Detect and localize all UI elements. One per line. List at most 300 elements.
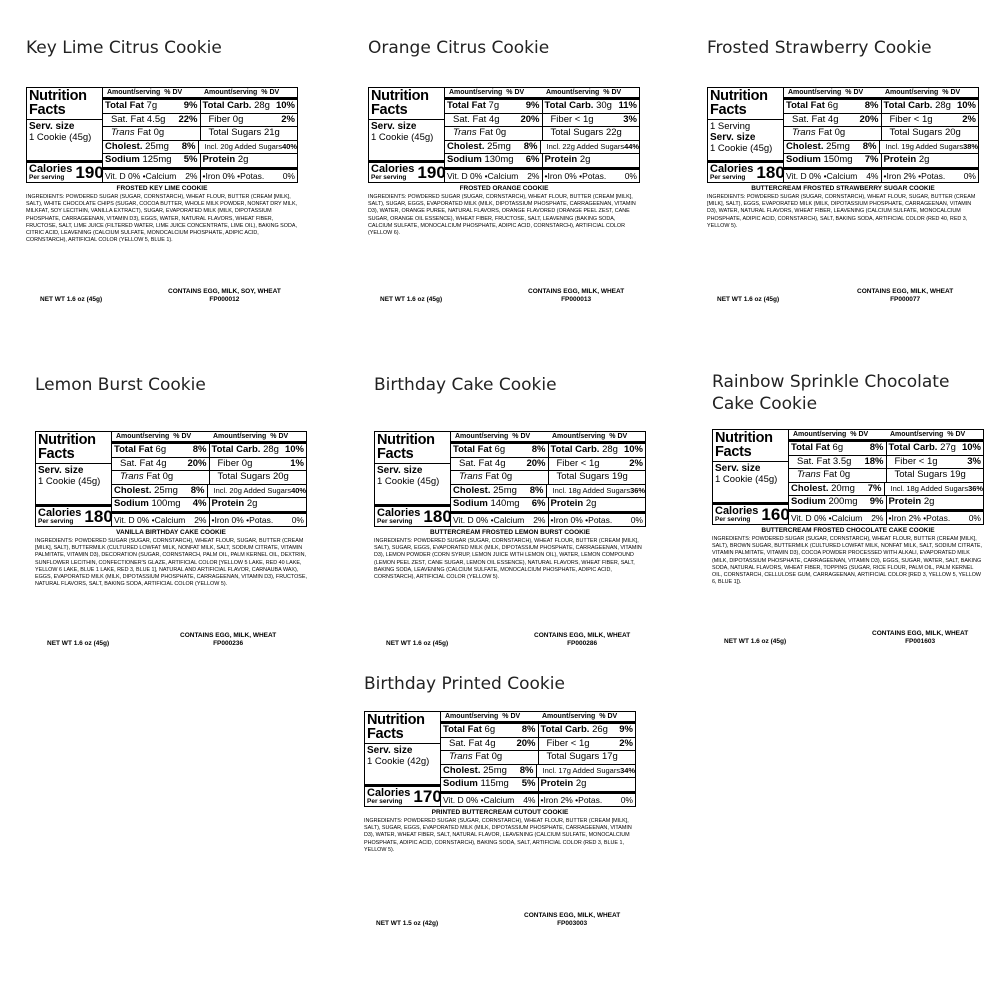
serving-size — [715, 463, 786, 485]
calcium-value: 4% — [866, 170, 879, 181]
product-name: BUTTERCREAM FROSTED LEMON BURST COOKIE — [430, 529, 590, 536]
protein-value: 2g — [575, 778, 587, 789]
amount-serving-label: Amount/serving — [107, 89, 161, 96]
iron-label: Iron — [891, 512, 907, 523]
total-fat-dv: 8% — [192, 444, 207, 455]
protein-label: Protein — [883, 154, 917, 165]
calories-value: 190 — [75, 163, 104, 182]
cholest-value: 25mg — [154, 484, 178, 496]
serving-size-label: Serv. size — [377, 465, 423, 476]
added-sugars-value: 18g — [568, 485, 581, 495]
potas-value: 0% — [963, 170, 976, 181]
product-code: FP000286 — [567, 640, 598, 647]
calories-value: 160 — [761, 505, 790, 524]
total-fat-label: Total Fat — [105, 100, 144, 111]
protein-label: Protein — [544, 154, 578, 165]
net-weight: NET WT 1.6 oz (45g) — [717, 296, 780, 303]
fiber-value: < 1g — [574, 113, 594, 125]
fiber-dv: 2% — [962, 113, 976, 125]
calories-label: Calories — [710, 163, 754, 175]
sodium-value: 150mg — [823, 154, 853, 165]
added-sugars-label: Added Sugars — [576, 141, 625, 151]
pct-dv-label: % DV — [603, 89, 622, 96]
potas-value: 0% — [968, 512, 981, 523]
total-sugars-value: 19g — [611, 471, 628, 482]
total-sugars-value: 20g — [944, 127, 961, 138]
iron-value: 2% — [903, 170, 916, 181]
iron-label: Iron — [886, 170, 902, 181]
serving-size — [377, 465, 448, 487]
total-fat-value: 6g — [494, 444, 506, 455]
total-carb-value: 28g — [602, 444, 618, 455]
calories-label: Calories — [38, 507, 82, 519]
contains-text: CONTAINS EGG, MILK, SOY, WHEAT — [168, 288, 281, 295]
protein-value: 2g — [585, 498, 597, 509]
product-code: FP000077 — [890, 296, 921, 303]
trans-fat-value: 0g — [839, 469, 851, 480]
per-serving-label: Per serving — [371, 174, 407, 181]
amount-header — [445, 88, 639, 100]
product-title: Rainbow Sprinkle Chocolate Cake Cookie — [712, 372, 950, 414]
total-carb-label: Total Carb. — [540, 724, 590, 735]
product-code: FP000236 — [213, 640, 244, 647]
sodium-label: Sodium — [453, 498, 488, 509]
total-fat-value: 6g — [484, 724, 496, 735]
total-fat-dv: 8% — [521, 724, 536, 735]
serving-size-label: Serv. size — [371, 121, 417, 132]
total-fat-label: Total Fat — [443, 724, 482, 735]
added-sugars-value: 20g — [220, 141, 233, 151]
added-sugars-label: Added Sugars — [920, 483, 969, 493]
serving-size — [367, 745, 438, 767]
added-sugars-value: 18g — [906, 483, 919, 493]
added-sugars-dv: 38% — [963, 141, 978, 151]
potas-value: 0% — [282, 170, 295, 181]
cholest-label: Cholest. — [791, 482, 829, 494]
product-title: Frosted Strawberry Cookie — [707, 38, 932, 58]
incl-label: Incl. — [213, 485, 228, 495]
net-weight: NET WT 1.6 oz (45g) — [386, 640, 449, 647]
cholest-dv: 8% — [529, 484, 544, 496]
vit-d-label: Vit. D — [791, 512, 812, 523]
total-sugars-value: 17g — [601, 751, 618, 762]
cholest-dv: 7% — [867, 482, 882, 494]
potas-label: Potas. — [578, 794, 603, 805]
amount-header — [784, 88, 978, 100]
trans-fat-suffix: Fat — [485, 471, 499, 482]
sodium-label: Sodium — [786, 154, 821, 165]
trans-fat-value: 0g — [491, 751, 503, 762]
sat-fat-value: 4.5g — [146, 113, 166, 125]
sodium-label: Sodium — [114, 498, 149, 509]
sat-fat-label: Sat. Fat — [792, 113, 826, 125]
calcium-label: Calcium — [145, 170, 177, 181]
iron-value: 0% — [231, 514, 244, 525]
total-carb-dv: 10% — [623, 444, 643, 455]
fiber-value: 0g — [232, 113, 244, 125]
trans-fat-label: Trans — [459, 471, 483, 482]
fiber-label: Fiber — [556, 457, 579, 469]
total-fat-label: Total Fat — [453, 444, 492, 455]
serving-size-value: 1 Cookie (42g) — [367, 756, 430, 767]
amount-header — [112, 432, 306, 444]
sat-fat-value: 3.5g — [832, 455, 852, 467]
vit-d-value: 0% — [814, 512, 827, 523]
calories-value: 170 — [413, 787, 442, 806]
trans-fat-value: 0g — [495, 127, 507, 138]
product-card — [707, 37, 997, 327]
incl-label: Incl. — [885, 141, 900, 151]
calories-row — [36, 504, 111, 525]
servings-per-container: 1 Serving — [710, 121, 751, 132]
total-carb-dv: 10% — [961, 442, 981, 453]
heading-line-2: Facts — [377, 446, 414, 462]
amount-serving-label: Amount/serving — [788, 89, 842, 96]
total-carb-label: Total Carb. — [202, 100, 252, 111]
protein-value: 2g — [246, 498, 258, 509]
nutrition-facts-panel: Nutrition Facts 1 Serving Serv. size 1 Cookie (45g) Calories Per serving 180 Amount/serving % DV Amount/serving % DV Total Fat 6g 8% Total Carb. 28g 10% Sat. Fat 4g 20% Fiber < 1g 2% Trans Fat 0g Total Sugars 20g Cholest. 25mg 8% Incl. 19g Added Sugars 38% Sodium 150mg 7% Protein 2g Vit. D 0% •Calcium 4% •Iron 2% •Potas. 0% — [707, 87, 979, 183]
added-sugars-value: 19g — [901, 141, 914, 151]
calories-row — [713, 502, 788, 523]
cholest-label: Cholest. — [447, 140, 485, 152]
total-carb-dv: 11% — [618, 100, 637, 111]
calcium-value: 2% — [185, 170, 198, 181]
amount-serving-label: Amount/serving — [213, 433, 267, 440]
trans-fat-suffix: Fat — [137, 127, 151, 138]
pct-dv-label: % DV — [506, 89, 525, 96]
amount-header — [441, 712, 635, 724]
total-carb-label: Total Carb. — [883, 100, 933, 111]
protein-value: 2g — [237, 154, 249, 165]
serving-size — [710, 132, 781, 154]
iron-label: Iron — [214, 514, 230, 525]
total-fat-value: 6g — [155, 444, 167, 455]
fiber-value: < 1g — [913, 113, 933, 125]
sodium-dv: 5% — [521, 778, 536, 789]
trans-fat-suffix: Fat — [146, 471, 160, 482]
calories-row — [708, 160, 783, 181]
total-carb-value: 27g — [940, 442, 956, 453]
total-carb-label: Total Carb. — [544, 100, 594, 111]
calories-row — [365, 784, 440, 805]
fiber-label: Fiber — [550, 113, 573, 125]
incl-label: Incl. — [546, 141, 561, 151]
added-sugars-dv: 40% — [282, 141, 297, 151]
protein-value: 2g — [918, 154, 930, 165]
total-fat-dv: 9% — [183, 100, 198, 111]
potas-value: 0% — [291, 514, 304, 525]
sat-fat-dv: 20% — [520, 113, 540, 125]
total-sugars-value: 22g — [605, 127, 622, 138]
vit-d-label: Vit. D — [453, 514, 474, 525]
per-serving-label: Per serving — [29, 174, 65, 181]
serving-size-value: 1 Cookie (45g) — [377, 476, 440, 487]
iron-value: 2% — [560, 794, 573, 805]
trans-fat-label: Trans — [120, 471, 144, 482]
calories-label: Calories — [367, 787, 411, 799]
serving-size-label: Serv. size — [29, 121, 75, 132]
cholest-value: 25mg — [493, 484, 517, 496]
trans-fat-suffix: Fat — [479, 127, 493, 138]
iron-value: 2% — [908, 512, 921, 523]
calcium-label: Calcium — [487, 170, 519, 181]
iron-value: 0% — [564, 170, 577, 181]
iron-label: Iron — [205, 170, 221, 181]
amount-serving-label: Amount/serving — [449, 89, 503, 96]
total-fat-label: Total Fat — [447, 100, 486, 111]
pct-dv-label: % DV — [270, 433, 289, 440]
product-name: VANILLA BIRTHDAY CAKE COOKIE — [116, 529, 226, 536]
fiber-dv: 3% — [967, 455, 981, 467]
total-sugars-value: 21g — [263, 127, 280, 138]
fiber-label: Fiber — [217, 457, 240, 469]
trans-fat-value: 0g — [834, 127, 846, 138]
ingredients-text: INGREDIENTS: POWDERED SUGAR (SUGAR, CORNSTARCH), WHEAT FLOUR, BUTTER (CREAM [MILK], SALT), SUGAR, EGGS, EVAPORATED MILK (MILK, DIPOTASSIUM PHOSPHATE, CARRAGEENAN, VITAMIN D3), LEMON POWDER (CORN SYRUP, LEMON JUICE WITH LEMON OIL), WATER, LEMON COMPOUND (LEMON PEEL ZEST, CANE SUGAR, LEMON OIL ESSENCE), NATURAL FLAVORS, WHEAT FIBER, SALT, BAKING SODA, LEAVENING (CALCIUM SULFATE, MONOCALCIUM PHOSPHATE, ADIPIC ACID, CORNSTARCH), ARTIFICIAL COLOR (YELLOW 5). — [374, 538, 642, 581]
cholest-label: Cholest. — [443, 764, 481, 776]
nutrition-facts-panel: Nutrition Facts Serv. size 1 Cookie (45g) Calories Per serving 180 Amount/serving % DV Amount/serving % DV Total Fat 6g 8% Total Carb. 28g 10% Sat. Fat 4g 20% Fiber < 1g 2% Trans Fat 0g Total Sugars 19g Cholest. 25mg 8% Incl. 18g Added Sugars 36% Sodium 140mg 6% Protein 2g Vit. D 0% •Calcium 2% •Iron 0% •Potas. 0% — [374, 431, 646, 527]
total-fat-label: Total Fat — [114, 444, 153, 455]
iron-value: 0% — [222, 170, 235, 181]
calories-value: 190 — [417, 163, 446, 182]
product-code: FP001603 — [905, 638, 936, 645]
added-sugars-dv: 36% — [630, 485, 645, 495]
protein-value: 2g — [923, 496, 935, 507]
total-fat-value: 7g — [488, 100, 500, 111]
protein-label: Protein — [888, 496, 922, 507]
product-name: FROSTED KEY LIME COOKIE — [116, 185, 208, 192]
potas-label: Potas. — [588, 514, 613, 525]
trans-fat-value: 0g — [162, 471, 174, 482]
iron-label: Iron — [553, 514, 569, 525]
pct-dv-label: % DV — [947, 431, 966, 438]
calories-value: 180 — [423, 507, 452, 526]
pct-dv-label: % DV — [502, 713, 521, 720]
serving-size-value: 1 Cookie (45g) — [715, 474, 778, 485]
sodium-dv: 9% — [869, 496, 884, 507]
added-sugars-dv: 34% — [620, 765, 635, 775]
serving-size — [371, 121, 442, 143]
sat-fat-label: Sat. Fat — [120, 457, 154, 469]
contains-text: CONTAINS EGG, MILK, WHEAT — [524, 912, 621, 919]
fiber-value: < 1g — [570, 737, 590, 749]
product-card — [364, 673, 654, 963]
allergen-statement — [180, 632, 276, 648]
allergen-statement — [872, 630, 968, 646]
total-carb-value: 28g — [935, 100, 951, 111]
calcium-label: Calcium — [154, 514, 186, 525]
calories-row — [369, 160, 444, 181]
per-serving-label: Per serving — [367, 798, 403, 805]
added-sugars-value: 20g — [229, 485, 242, 495]
nutrition-facts-heading — [377, 433, 448, 461]
total-fat-dv: 8% — [869, 442, 884, 453]
product-code: FP000013 — [561, 296, 592, 303]
nutrition-facts-panel: Nutrition Facts Serv. size 1 Cookie (45g) Calories Per serving 160 Amount/serving % DV Amount/serving % DV Total Fat 6g 8% Total Carb. 27g 10% Sat. Fat 3.5g 18% Fiber < 1g 3% Trans Fat 0g Total Sugars 19g Cholest. 20mg 7% Incl. 18g Added Sugars 36% Sodium 200mg 9% Protein 2g Vit. D 0% •Calcium 2% •Iron 2% •Potas. 0% — [712, 429, 984, 525]
calories-label: Calories — [715, 505, 759, 517]
cholest-dv: 8% — [181, 140, 196, 152]
nutrition-facts-panel: Nutrition Facts Serv. size 1 Cookie (45g) Calories Per serving 190 Amount/serving % DV Amount/serving % DV Total Fat 7g 9% Total Carb. 30g 11% Sat. Fat 4g 20% Fiber < 1g 3% Trans Fat 0g Total Sugars 22g Cholest. 25mg 8% Incl. 22g Added Sugars 44% Sodium 130mg 6% Protein 2g Vit. D 0% •Calcium 2% •Iron 0% •Potas. 0% — [368, 87, 640, 183]
amount-serving-label: Amount/serving — [116, 433, 170, 440]
potas-label: Potas. — [249, 514, 274, 525]
heading-line-1: Nutrition — [377, 432, 435, 448]
total-carb-dv: 9% — [619, 724, 633, 735]
calories-row — [375, 504, 450, 525]
nutrition-facts-heading — [371, 89, 442, 117]
contains-text: CONTAINS EGG, MILK, WHEAT — [857, 288, 954, 295]
calories-label: Calories — [29, 163, 73, 175]
added-sugars-value: 17g — [558, 765, 571, 775]
product-name: BUTTERCREAM FROSTED STRAWBERRY SUGAR COOKIE — [751, 185, 935, 192]
fiber-dv: 3% — [623, 113, 637, 125]
product-code: FP003003 — [557, 920, 588, 927]
total-fat-label: Total Fat — [786, 100, 825, 111]
sat-fat-value: 4g — [155, 457, 167, 469]
total-carb-dv: 10% — [284, 444, 304, 455]
pct-dv-label: % DV — [850, 431, 869, 438]
total-carb-value: 28g — [263, 444, 279, 455]
sodium-label: Sodium — [791, 496, 826, 507]
product-card — [26, 37, 316, 327]
sat-fat-dv: 20% — [526, 457, 546, 469]
sat-fat-label: Sat. Fat — [459, 457, 493, 469]
serving-size — [38, 465, 109, 487]
amount-serving-label: Amount/serving — [445, 713, 499, 720]
total-fat-value: 7g — [146, 100, 158, 111]
sodium-label: Sodium — [105, 154, 140, 165]
cholest-dv: 8% — [190, 484, 205, 496]
per-serving-label: Per serving — [710, 174, 746, 181]
pct-dv-label: % DV — [942, 89, 961, 96]
trans-fat-label: Trans — [453, 127, 477, 138]
cholest-value: 20mg — [831, 482, 855, 494]
cholest-label: Cholest. — [114, 484, 152, 496]
protein-label: Protein — [211, 498, 245, 509]
sodium-label: Sodium — [447, 154, 482, 165]
sodium-dv: 4% — [192, 498, 207, 509]
calcium-value: 2% — [527, 170, 540, 181]
added-sugars-label: Added Sugars — [234, 141, 283, 151]
product-card — [35, 374, 325, 664]
potas-label: Potas. — [582, 170, 607, 181]
net-weight: NET WT 1.6 oz (45g) — [40, 296, 103, 303]
cholest-value: 25mg — [487, 140, 511, 152]
protein-label: Protein — [202, 154, 236, 165]
heading-line-2: Facts — [38, 446, 75, 462]
nutrition-facts-heading — [38, 433, 109, 461]
per-serving-label: Per serving — [715, 516, 751, 523]
trans-fat-label: Trans — [111, 127, 135, 138]
pct-dv-label: % DV — [261, 89, 280, 96]
total-carb-label: Total Carb. — [211, 444, 261, 455]
sodium-value: 130mg — [484, 154, 514, 165]
per-serving-label: Per serving — [38, 518, 74, 525]
total-fat-dv: 8% — [531, 444, 546, 455]
amount-serving-label: Amount/serving — [546, 89, 600, 96]
fiber-label: Fiber — [208, 113, 231, 125]
total-fat-label: Total Fat — [791, 442, 830, 453]
sat-fat-dv: 20% — [859, 113, 879, 125]
total-carb-dv: 10% — [275, 100, 295, 111]
per-serving-label: Per serving — [377, 518, 413, 525]
total-sugars-value: 20g — [272, 471, 289, 482]
added-sugars-label: Added Sugars — [582, 485, 631, 495]
calcium-value: 2% — [533, 514, 546, 525]
total-sugars-label: Total Sugars — [208, 127, 262, 138]
total-carb-dv: 10% — [956, 100, 976, 111]
product-card — [712, 371, 1000, 661]
sodium-dv: 5% — [183, 154, 198, 165]
sat-fat-label: Sat. Fat — [453, 113, 487, 125]
cholest-label: Cholest. — [105, 140, 143, 152]
sodium-value: 125mg — [142, 154, 172, 165]
calcium-value: 2% — [194, 514, 207, 525]
cholest-dv: 8% — [519, 764, 534, 776]
product-title: Lemon Burst Cookie — [35, 375, 206, 395]
total-fat-value: 6g — [832, 442, 844, 453]
sat-fat-label: Sat. Fat — [797, 455, 831, 467]
amount-header — [451, 432, 645, 444]
ingredients-text: INGREDIENTS: POWDERED SUGAR (SUGAR, CORNSTARCH), WHEAT FLOUR, BUTTER (CREAM [MILK], SALT), WHITE CHOCOLATE CHIPS (SUGAR, COCOA BUTTER, WHOLE MILK POWDER, NONFAT DRY MILK, MILKFAT, SOY LECITHIN, VANILLA EXTRACT), SUGAR, EVAPORATED MILK (MILK, DIPOTASSIUM PHOSPHATE, CARRAGEENAN, VITAMIN D3), EGGS, WATER, NATURAL FLAVORS, WHEAT FIBER, FRUCTOSE, SALT, LIME JUICE (FILTERED WATER, LIME JUICE CONCENTRATE, LIME OIL), BAKING SODA, CITRIC ACID, LEAVENING (CALCIUM SULFATE, MONOCALCIUM PHOSPHATE, ADIPIC ACID, CORNSTARCH), ARTIFICIAL COLOR (YELLOW 5, BLUE 1). — [26, 194, 298, 244]
sodium-dv: 7% — [864, 154, 879, 165]
product-card — [374, 374, 664, 664]
total-carb-value: 26g — [592, 724, 608, 735]
added-sugars-dv: 44% — [624, 141, 639, 151]
added-sugars-label: Added Sugars — [243, 485, 292, 495]
vit-d-value: 0% — [470, 170, 483, 181]
total-carb-label: Total Carb. — [888, 442, 938, 453]
total-carb-value: 30g — [596, 100, 612, 111]
potas-value: 0% — [624, 170, 637, 181]
nutrition-facts-heading — [29, 89, 100, 117]
sodium-value: 200mg — [828, 496, 858, 507]
nutrition-facts-heading — [710, 89, 781, 117]
total-sugars-label: Total Sugars — [550, 127, 604, 138]
cholest-value: 25mg — [826, 140, 850, 152]
nutrition-facts-panel: Nutrition Facts Serv. size 1 Cookie (45g) Calories Per serving 190 Amount/serving % DV Amount/serving % DV Total Fat 7g 9% Total Carb. 28g 10% Sat. Fat 4.5g 22% Fiber 0g 2% Trans Fat 0g Total Sugars 21g Cholest. 25mg 8% Incl. 20g Added Sugars 40% Sodium 125mg 5% Protein 2g Vit. D 0% •Calcium 2% •Iron 0% •Potas. 0% — [26, 87, 298, 183]
vit-d-value: 0% — [809, 170, 822, 181]
iron-label: Iron — [543, 794, 559, 805]
heading-line-1: Nutrition — [38, 432, 96, 448]
sodium-value: 115mg — [480, 778, 509, 789]
trans-fat-label: Trans — [449, 751, 473, 762]
sat-fat-value: 4g — [488, 113, 500, 125]
amount-serving-label: Amount/serving — [204, 89, 258, 96]
iron-value: 0% — [570, 514, 583, 525]
trans-fat-suffix: Fat — [818, 127, 832, 138]
protein-label: Protein — [550, 498, 584, 509]
heading-line-1: Nutrition — [710, 88, 768, 104]
pct-dv-label: % DV — [609, 433, 628, 440]
cholest-value: 25mg — [145, 140, 169, 152]
total-fat-dv: 8% — [864, 100, 879, 111]
calories-value: 180 — [756, 163, 785, 182]
sat-fat-dv: 18% — [864, 455, 884, 467]
net-weight: NET WT 1.6 oz (45g) — [380, 296, 443, 303]
serving-size-label: Serv. size — [715, 463, 761, 474]
amount-serving-label: Amount/serving — [542, 713, 596, 720]
sat-fat-value: 4g — [494, 457, 506, 469]
sodium-dv: 6% — [531, 498, 546, 509]
total-sugars-label: Total Sugars — [556, 471, 610, 482]
potas-value: 0% — [620, 794, 633, 805]
pct-dv-label: % DV — [164, 89, 183, 96]
net-weight: NET WT 1.6 oz (45g) — [47, 640, 110, 647]
total-sugars-label: Total Sugars — [894, 469, 948, 480]
incl-label: Incl. — [890, 483, 905, 493]
protein-value: 2g — [579, 154, 591, 165]
trans-fat-suffix: Fat — [475, 751, 489, 762]
amount-header — [789, 430, 983, 442]
